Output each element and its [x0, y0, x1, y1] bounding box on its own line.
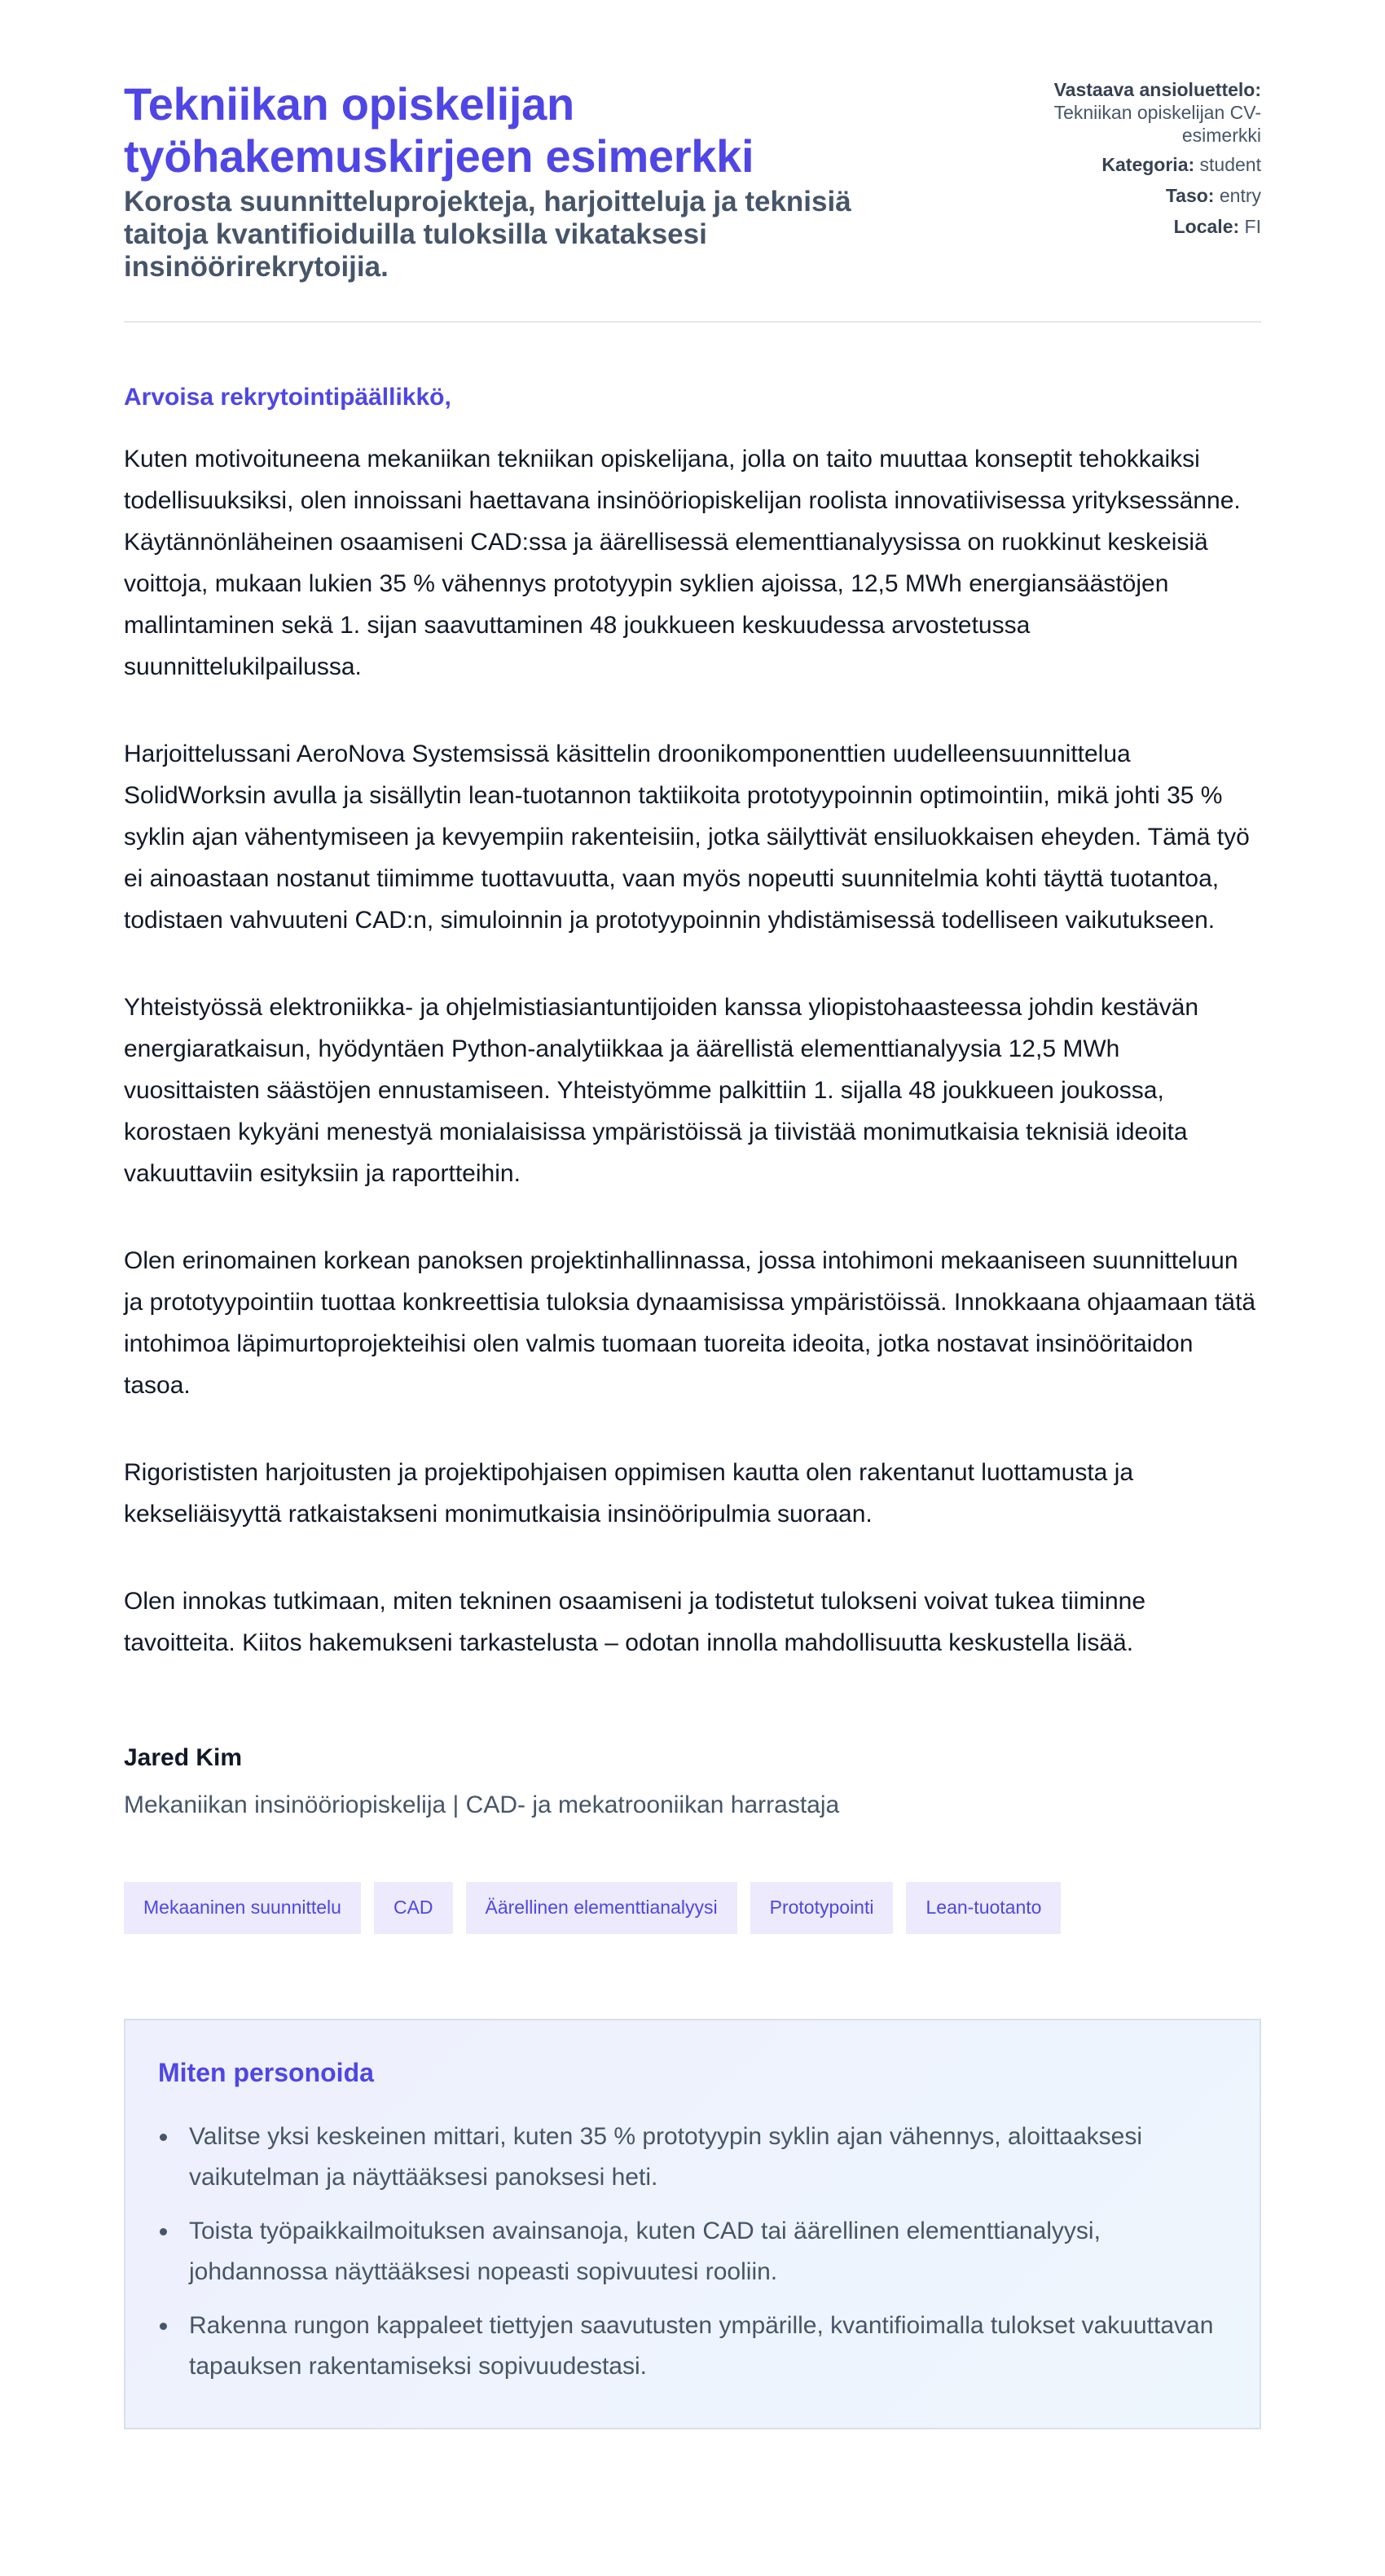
skill-tag[interactable]: Mekaaninen suunnittelu — [124, 1882, 361, 1934]
tips-item — [158, 2306, 1227, 2387]
meta-level — [984, 184, 1261, 207]
meta-category — [984, 153, 1261, 176]
letter-paragraph: Rigorististen harjoitusten ja projektipohjaisen oppimisen kautta olen rakentanut luottamusta ja kekseliäisyyttä ratkaistakseni monimutkaisia insinööripulmia suoraan. — [124, 1459, 1134, 1528]
meta-related-resume-label: Vastaava ansioluettelo: — [1053, 79, 1261, 100]
bullet-icon — [160, 2228, 167, 2235]
meta-category-value: student — [1199, 154, 1261, 175]
meta-related-resume-link[interactable]: Tekniikan opiskelijan CV-esimerkki — [1053, 102, 1261, 146]
signature-role: Mekaniikan insinööriopiskelija | CAD- ja mekatrooniikan harrastaja — [124, 1791, 840, 1818]
meta-level-value: entry — [1219, 185, 1261, 206]
meta-category-label: Kategoria: — [1101, 154, 1195, 175]
page-subtitle: Korosta suunnitteluprojekteja, harjoitteluja ja teknisiä taitoja kvantifioiduilla tuloksilla vikataksesi insinöörirekrytoijia. — [124, 186, 851, 283]
meta-locale-value: FI — [1244, 216, 1261, 237]
salutation: Arvoisa rekrytointipäällikkö, — [124, 384, 451, 411]
letter-paragraph: Olen erinomainen korkean panoksen projektinhallinnassa, jossa intohimoni mekaaniseen suunnitteluun ja prototyypointiin tuottaa konkreettisia tuloksia dynaamisissa ympäristöissä. Innokkaana ohjaamaan tätä intohimoa läpimurtoprojekteihisi olen valmis tuomaan tuoreita ideoita, jotka nostavat insinööritaidon tasoa. — [124, 1247, 1256, 1399]
tips-item-text: Toista työpaikkailmoituksen avainsanoja, kuten CAD tai äärellinen elementtianalyysi, johdannossa näyttääksesi nopeasti sopivuutesi rooliin. — [189, 2218, 1101, 2285]
personalization-tips — [124, 2019, 1261, 2429]
skill-tag[interactable]: Äärellinen elementtianalyysi — [466, 1882, 737, 1934]
meta-related-resume — [984, 78, 1261, 147]
letter-paragraph: Kuten motivoituneena mekaniikan tekniikan opiskelijana, jolla on taito muuttaa konseptit tehokkaiksi todellisuuksiksi, olen innoissani haettavana insinööriopiskelijan roolista innovatiivisessa yrityksessänne. Käytännönläheinen osaamiseni CAD:ssa ja äärellisessä elementtianalyysissa on ruokkinut keskeisiä voittoja, mukaan lukien 35 % vähennys prototyypin syklien ajoissa, 12,5 MWh energiansäästöjen mallintaminen sekä 1. sijan saavuttaminen 48 joukkueen keskuudessa arvostetussa suunnittelukilpailussa. — [124, 446, 1241, 680]
bullet-icon — [160, 2323, 167, 2330]
meta-locale-label: Locale: — [1173, 216, 1240, 237]
meta-locale — [984, 215, 1261, 238]
meta-panel — [984, 78, 1261, 246]
tips-title: Miten personoida — [158, 2058, 374, 2087]
skill-tags — [124, 1882, 1261, 1934]
skill-tag[interactable]: Lean-tuotanto — [906, 1882, 1061, 1934]
tips-item-text: Valitse yksi keskeinen mittari, kuten 35 % prototyypin syklin ajan vähennys, aloittaaksesi vaikutelman ja näyttääksesi panoksesi heti. — [189, 2123, 1143, 2191]
header-titles — [124, 78, 906, 284]
bullet-icon — [160, 2134, 167, 2141]
letter-paragraph: Yhteistyössä elektroniikka- ja ohjelmistiasiantuntijoiden kanssa yliopistohaasteessa johdin kestävän energiaratkaisun, hyödyntäen Python-analytiikkaa ja äärellistä elementtianalyysia 12,5 MWh vuosittaisten säästöjen ennustamiseen. Yhteistyömme palkittiin 1. sijalla 48 joukkueen joukossa, korostaen kykyäni menestyä monialaisissa ympäristöissä ja tiivistää monimutkaisia teknisiä ideoita vakuuttaviin esityksiin ja raportteihin. — [124, 994, 1199, 1187]
letter-body — [124, 381, 1261, 1822]
letter-paragraph: Harjoittelussani AeroNova Systemsissä käsittelin droonikomponenttien uudelleensuunnittelua SolidWorksin avulla ja sisällytin lean-tuotannon taktiikoita prototyypoinnin optimointiin, mikä johti 35 % syklin ajan vähentymiseen ja kevyempiin rakenteisiin, jotka säilyttivät ensiluokkaisen eheyden. Tämä työ ei ainoastaan nostanut tiimimme tuottavuutta, vaan myös nopeutti suunnitelmia kohti täyttä tuotantoa, todistaen vahvuuteni CAD:n, simuloinnin ja prototyypoinnin yhdistämisessä todelliseen vaikutukseen. — [124, 741, 1250, 934]
signature-block — [124, 1742, 1261, 1822]
skill-tag[interactable]: CAD — [374, 1882, 453, 1934]
signature-name: Jared Kim — [124, 1744, 243, 1771]
letter-paragraphs — [124, 438, 1261, 1664]
meta-level-label: Taso: — [1165, 185, 1215, 206]
tips-item-text: Rakenna rungon kappaleet tiettyjen saavutusten ympärille, kvantifioimalla tulokset vakuuttavan tapauksen rakentamiseksi sopivuudestasi. — [189, 2312, 1214, 2380]
skill-tag[interactable]: Prototypointi — [750, 1882, 894, 1934]
tips-item — [158, 2211, 1227, 2292]
letter-paragraph: Olen innokas tutkimaan, miten tekninen osaamiseni ja todistetut tulokseni voivat tukea tiiminne tavoitteita. Kiitos hakemukseni tarkastelusta – odotan innolla mahdollisuutta keskustella lisää. — [124, 1588, 1146, 1656]
page-header — [124, 78, 1261, 323]
tips-item — [158, 2117, 1227, 2198]
tips-list — [158, 2117, 1227, 2387]
page-title: Tekniikan opiskelijan työhakemuskirjeen esimerkki — [124, 78, 754, 182]
